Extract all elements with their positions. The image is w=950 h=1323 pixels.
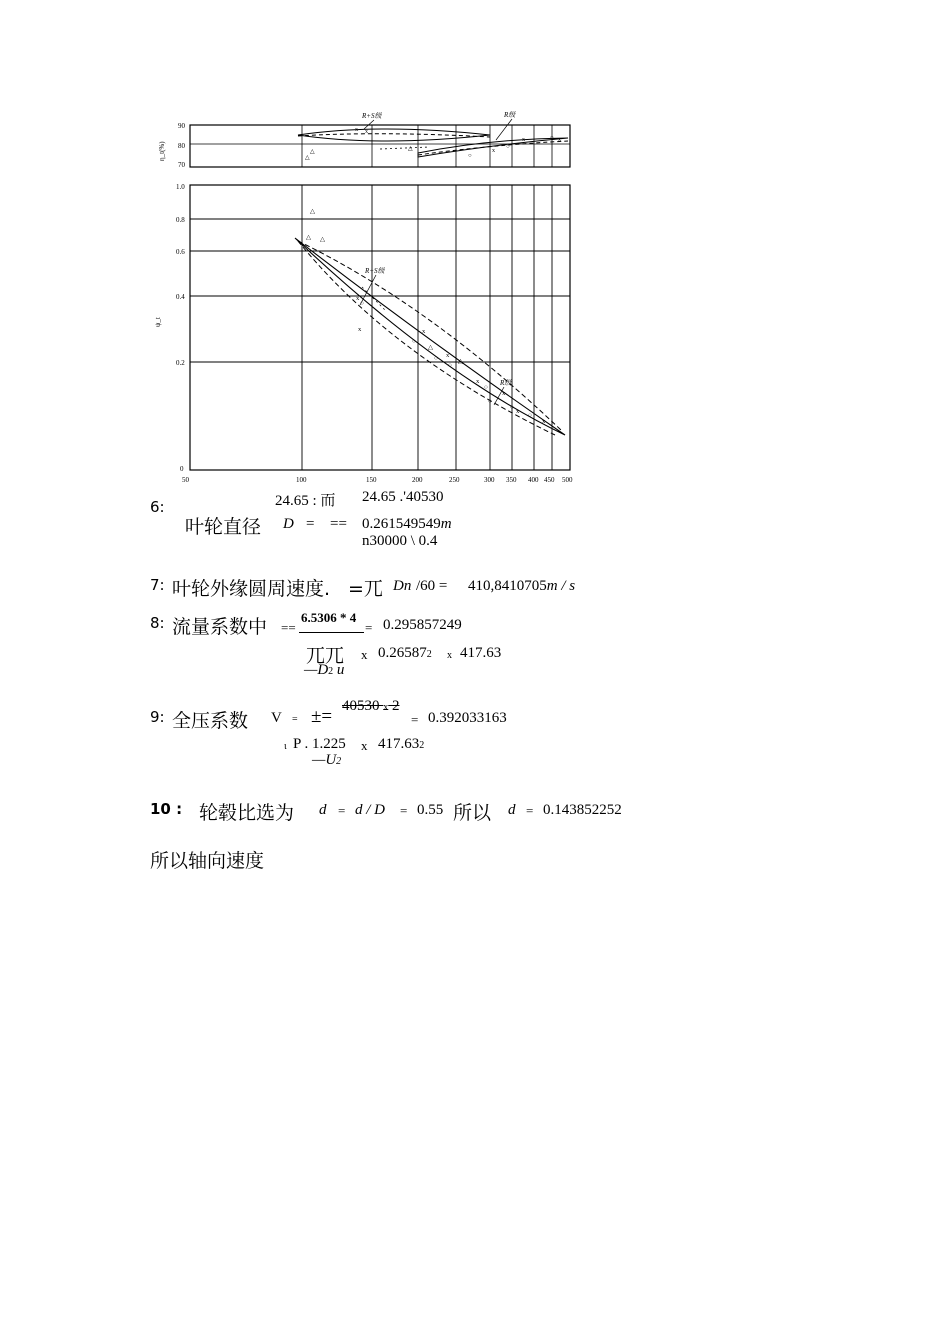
eff-ytick: 90 (178, 122, 185, 130)
eff-ytick: 70 (178, 161, 185, 169)
efficiency-panel (190, 125, 570, 167)
psi-xtick: 50 (182, 476, 189, 484)
svg-text:○: ○ (528, 412, 532, 419)
formula-result: 0.392033163 (428, 710, 507, 726)
svg-text:x: x (355, 127, 358, 133)
formula-denominator: ι (284, 741, 287, 752)
formula-top-left: 24.65 : 而 (275, 493, 336, 509)
formula-eq: = (526, 803, 534, 818)
psi-ytick: 0.6 (176, 248, 185, 256)
formula-ratio: d / D (355, 802, 385, 818)
formula-denominator: n30000 \ 0.4 (362, 533, 438, 549)
pressure-panel (190, 185, 570, 470)
formula-eq: == (281, 620, 296, 635)
formula-denominator: 417.63 (460, 645, 502, 661)
svg-text:△: △ (428, 344, 433, 351)
psi-ytick: 0.2 (176, 359, 185, 367)
formula-numerator: 40530 x 2 (342, 698, 400, 714)
psi-label-rs: R+S级 (365, 267, 385, 275)
formula-eq: = (338, 803, 346, 818)
svg-text:x: x (422, 328, 426, 335)
formula-eq: = (365, 620, 373, 635)
psi-xtick: 350 (506, 476, 517, 484)
formula-denominator: 417.632 (378, 736, 425, 752)
item-label: 全压系数 (172, 710, 249, 732)
formula-var: D (283, 516, 294, 532)
formula-denominator: x (361, 738, 368, 753)
svg-text:x: x (558, 137, 561, 143)
psi-xtick: 150 (366, 476, 377, 484)
svg-text:△: △ (408, 146, 413, 152)
svg-text:x: x (542, 418, 546, 425)
svg-text:○: ○ (506, 144, 510, 150)
svg-text:△: △ (320, 236, 325, 243)
svg-text:x: x (492, 148, 495, 154)
formula-var: V (271, 710, 282, 726)
item-number: 7: (150, 576, 165, 594)
eff-ytick: 80 (178, 142, 185, 150)
svg-text:x: x (502, 390, 506, 397)
formula-numerator: 6.5306 * 4 (301, 610, 357, 625)
item-label: 叶轮外缘圆周速度. (172, 578, 331, 600)
formula-part: =兀 (348, 578, 383, 600)
psi-label-r: R级 (500, 379, 512, 387)
formula-var: d (319, 802, 327, 818)
formula-so: 所以 (453, 802, 492, 824)
formula-eq: = (400, 803, 408, 818)
formula-under: —D2 u (304, 662, 345, 678)
psi-xtick: 250 (449, 476, 460, 484)
svg-text:△: △ (305, 155, 310, 161)
formula-result: 0.143852252 (543, 802, 622, 818)
svg-text:○: ○ (550, 135, 554, 141)
psi-ytick: 0.8 (176, 216, 185, 224)
psi-ytick: 0 (180, 465, 184, 473)
item-label: 轮毂比选为 (199, 802, 295, 824)
svg-text:○: ○ (488, 398, 492, 405)
formula-denominator: 0.265872 (378, 645, 432, 661)
psi-ytick: 1.0 (176, 183, 185, 191)
psi-xtick: 300 (484, 476, 495, 484)
axial-velocity-heading: 所以轴向速度 (150, 850, 265, 872)
svg-text:x: x (476, 378, 480, 385)
svg-text:x: x (446, 352, 450, 359)
formula-under: —U2 (312, 752, 342, 768)
svg-text:△: △ (310, 149, 315, 155)
psi-xtick: 400 (528, 476, 539, 484)
formula-result: 0.295857249 (383, 617, 462, 633)
svg-text:x: x (516, 408, 520, 415)
item-label: 叶轮直径 (185, 516, 262, 538)
item-number: 8: (150, 614, 165, 632)
performance-figure (150, 105, 590, 490)
formula-eq: == (330, 516, 347, 532)
psi-xtick: 450 (544, 476, 555, 484)
formula-denominator: P . 1.225 (293, 736, 346, 752)
formula-value: 0.55 (417, 802, 444, 818)
formula-result: 0.261549549m (362, 516, 452, 532)
psi-ytick: 0.4 (176, 293, 185, 301)
item-label: 流量系数中 (172, 616, 268, 638)
svg-text:○: ○ (484, 384, 488, 391)
svg-text:△: △ (310, 208, 315, 215)
svg-text:○: ○ (448, 362, 452, 369)
svg-text:○: ○ (434, 355, 438, 362)
item-number: 10 : (150, 800, 183, 818)
formula-top-right: 24.65 .'40530 (362, 489, 444, 505)
svg-text:x: x (358, 326, 362, 333)
svg-text:x: x (522, 137, 525, 143)
formula-eq: = (306, 516, 315, 532)
formula-var: d (508, 802, 516, 818)
svg-text:x: x (365, 129, 368, 135)
svg-text:○: ○ (412, 338, 416, 345)
svg-text:○: ○ (468, 153, 472, 159)
psi-xtick: 200 (412, 476, 423, 484)
svg-text:○: ○ (510, 404, 514, 411)
formula-denominator: x (447, 650, 452, 661)
formula-denominator: x (361, 647, 368, 662)
eff-label-rs: R+S级 (362, 112, 382, 120)
svg-text:○: ○ (360, 300, 364, 307)
formula-part: /60 = (416, 578, 448, 594)
fraction-bar (299, 632, 364, 633)
svg-text:△: △ (458, 358, 463, 365)
eff-label-r: R级 (504, 111, 516, 119)
psi-ylabel: ψ_t (154, 317, 162, 327)
formula-eq: = (411, 712, 419, 727)
formula-pm: ±= (311, 706, 333, 727)
formula-part: Dn (393, 578, 412, 594)
formula-result: 410,8410705m / s (468, 578, 576, 594)
formula-eq: = (292, 714, 298, 725)
eff-ylabel: η_t(%) (158, 141, 166, 161)
psi-xtick: 100 (296, 476, 307, 484)
psi-xtick: 500 (562, 476, 573, 484)
item-number: 6: (150, 498, 165, 516)
formula-denominator: 兀兀 (306, 645, 345, 667)
svg-text:x: x (356, 295, 360, 302)
svg-text:△: △ (306, 234, 311, 241)
item-number: 9: (150, 708, 165, 726)
